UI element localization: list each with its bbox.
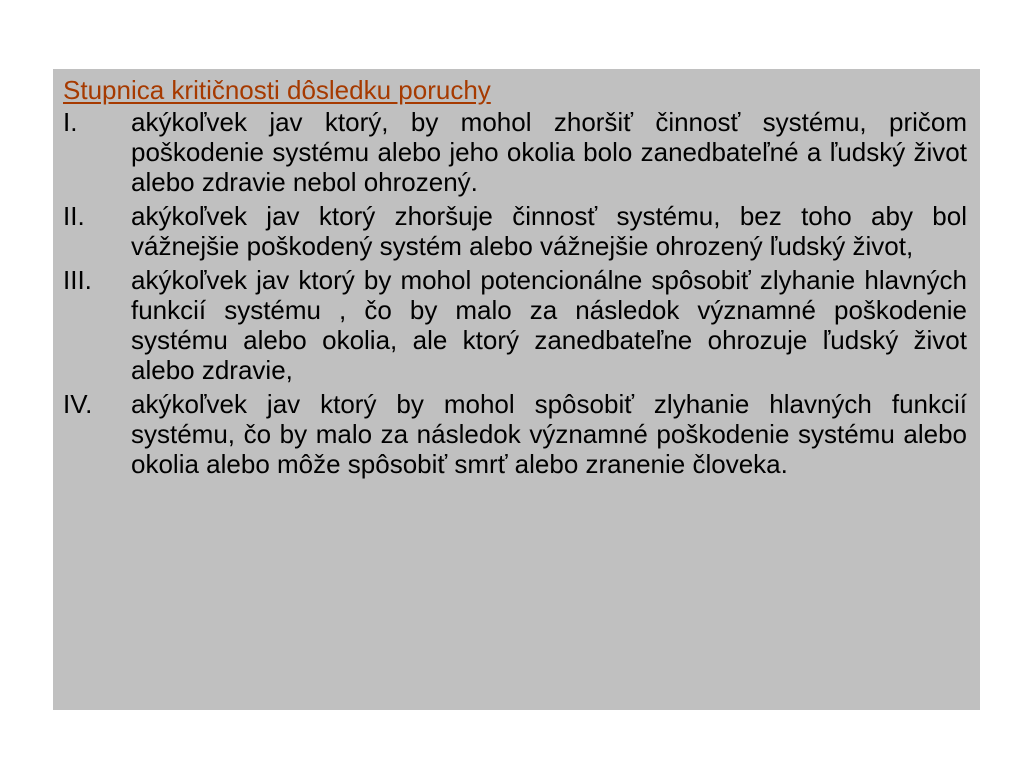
item-numeral: I. [63, 107, 78, 137]
slide-content-box [53, 69, 980, 710]
item-text: akýkoľvek jav ktorý, by mohol zhoršiť činnosť systému, pričom poškodenie systému alebo jeho okolia bolo zanedbateľné a ľudský život alebo zdravie nebol ohrozený. [131, 107, 967, 197]
list-item [63, 389, 967, 483]
item-text: akýkoľvek jav ktorý by mohol spôsobiť zlyhanie hlavných funkcií systému, čo by malo za následok významné poškodenie systému alebo okolia alebo môže spôsobiť smrť alebo zranenie človeka. [131, 389, 967, 479]
item-numeral: IV. [63, 389, 93, 419]
list-item [63, 107, 967, 201]
item-numeral: III. [63, 265, 92, 295]
criticality-list [63, 107, 967, 483]
item-text: akýkoľvek jav ktorý zhoršuje činnosť systému, bez toho aby bol vážnejšie poškodený systém alebo vážnejšie ohrozený ľudský život, [131, 201, 967, 261]
list-item [63, 265, 967, 389]
item-text: akýkoľvek jav ktorý by mohol potencionálne spôsobiť zlyhanie hlavných funkcií systému , čo by malo za následok významné poškodenie systému alebo okolia, ale ktorý zanedbateľne ohrozuje ľudský život alebo zdravie, [131, 265, 967, 385]
slide-title: Stupnica kritičnosti dôsledku poruchy [63, 75, 491, 105]
list-item [63, 201, 967, 265]
item-numeral: II. [63, 201, 85, 231]
